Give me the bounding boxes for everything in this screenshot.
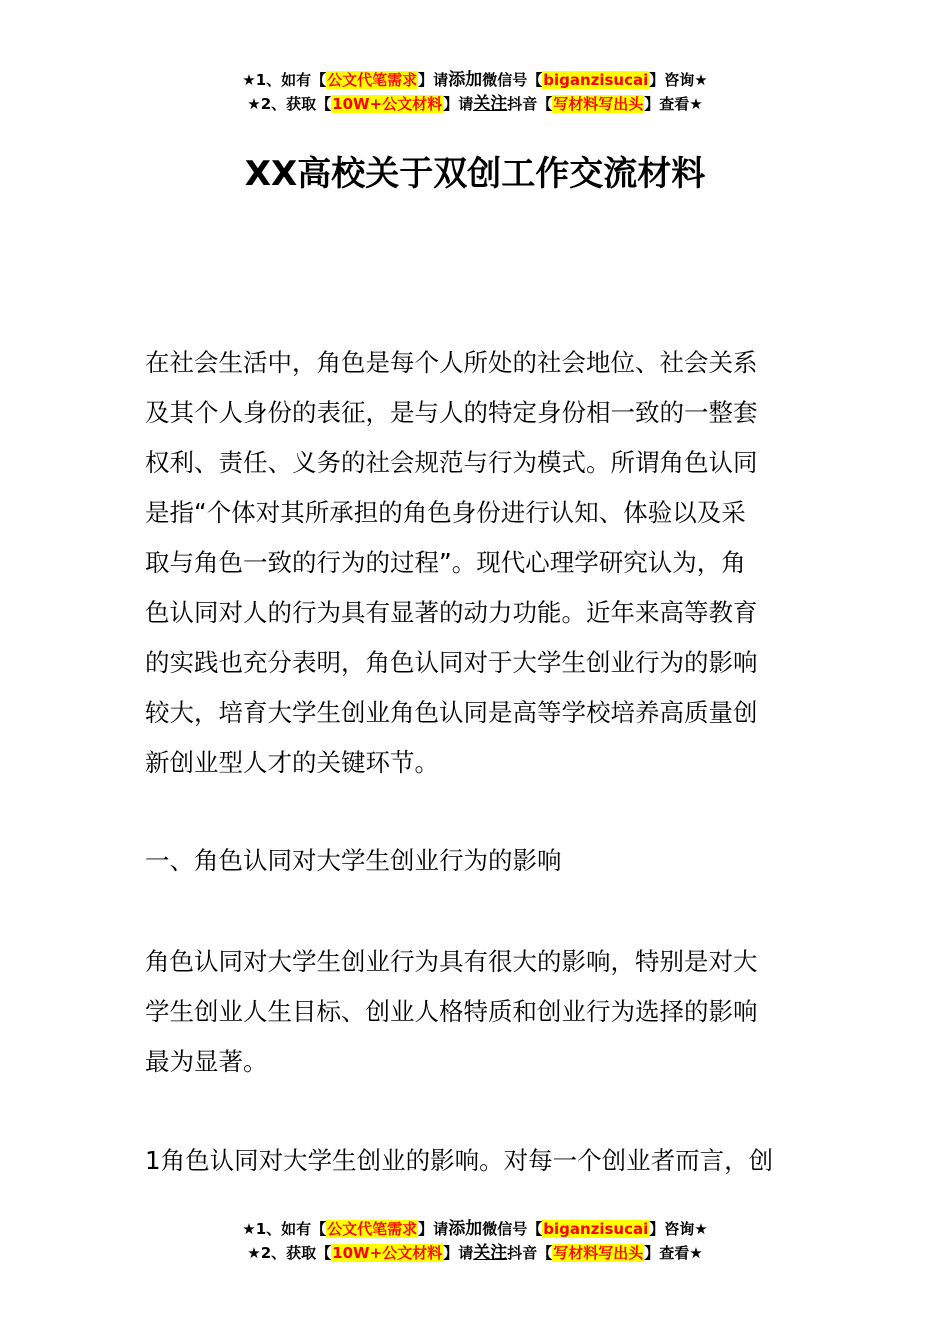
footer-notice-line-1	[0, 1217, 950, 1241]
paragraph-line: 新创业型人才的关键环节。	[145, 748, 439, 777]
notice-text: 抖音【	[507, 1244, 553, 1262]
paragraph-line: 色认同对人的行为具有显著的动力功能。近年来高等教育	[145, 598, 758, 627]
notice-text: 】请	[418, 71, 449, 89]
paragraph-section-1	[145, 937, 810, 1087]
paragraph-line: 的实践也充分表明，角色认同对于大学生创业行为的影响	[145, 648, 758, 677]
footer-notice-line-2	[0, 1241, 950, 1265]
notice-text: 】请	[443, 1244, 474, 1262]
document-title: XX高校关于双创工作交流材料	[244, 154, 706, 194]
notice-highlight: 公文代笔需求	[327, 1220, 418, 1238]
paragraph-line: 权利、责任、义务的社会规范与行为模式。所谓角色认同	[145, 448, 758, 477]
paragraph-subsection-1	[145, 1136, 810, 1186]
notice-text: 】查看★	[644, 1244, 703, 1262]
notice-text: 】查看★	[644, 95, 703, 113]
notice-highlight: 10W+公文材料	[332, 95, 443, 113]
notice-emphasis: 关注	[473, 1243, 508, 1263]
paragraph-line: 取与角色一致的行为的过程”。现代心理学研究认为，角	[145, 548, 746, 577]
section-heading-text: 一、角色认同对大学生创业行为的影响	[145, 846, 562, 875]
notice-text: 】咨询★	[649, 71, 708, 89]
notice-emphasis: 添加	[448, 70, 483, 90]
notice-wechat-id: biganzisucai	[543, 71, 649, 89]
notice-text: ★2、获取【	[247, 1244, 332, 1262]
notice-highlight: 10W+公文材料	[332, 1244, 443, 1262]
paragraph-line: 学生创业人生目标、创业人格特质和创业行为选择的影响	[145, 997, 758, 1026]
header-notice	[0, 68, 950, 116]
notice-text: 微信号【	[482, 71, 543, 89]
header-notice-line-2	[0, 92, 950, 116]
notice-text: ★2、获取【	[247, 95, 332, 113]
notice-text: ★1、如有【	[242, 71, 327, 89]
notice-emphasis: 添加	[448, 1219, 483, 1239]
notice-wechat-id: biganzisucai	[543, 1220, 649, 1238]
footer-notice	[0, 1217, 950, 1265]
paragraph-line: 在社会生活中，角色是每个人所处的社会地位、社会关系	[145, 348, 758, 377]
paragraph-line: 是指“个体对其所承担的角色身份进行认知、体验以及采	[145, 498, 746, 527]
paragraph-line: 及其个人身份的表征，是与人的特定身份相一致的一整套	[145, 398, 758, 427]
header-notice-line-1	[0, 68, 950, 92]
paragraph-line: 较大，培育大学生创业角色认同是高等学校培养高质量创	[145, 698, 758, 727]
notice-text: ★1、如有【	[242, 1220, 327, 1238]
paragraph-line: 角色认同对大学生创业行为具有很大的影响，特别是对大	[145, 947, 758, 976]
paragraph-line: 1角色认同对大学生创业的影响。对每一个创业者而言，创	[145, 1146, 774, 1175]
notice-highlight: 公文代笔需求	[327, 71, 418, 89]
notice-text: 】请	[418, 1220, 449, 1238]
paragraph-line: 最为显著。	[145, 1047, 268, 1076]
notice-douyin-id: 写材料写出头	[553, 95, 644, 113]
section-heading	[145, 836, 810, 886]
notice-text: 抖音【	[507, 95, 553, 113]
notice-text: 微信号【	[482, 1220, 543, 1238]
notice-text: 】请	[443, 95, 474, 113]
notice-text: 】咨询★	[649, 1220, 708, 1238]
notice-douyin-id: 写材料写出头	[553, 1244, 644, 1262]
notice-emphasis: 关注	[473, 94, 508, 114]
paragraph-intro	[145, 338, 810, 788]
